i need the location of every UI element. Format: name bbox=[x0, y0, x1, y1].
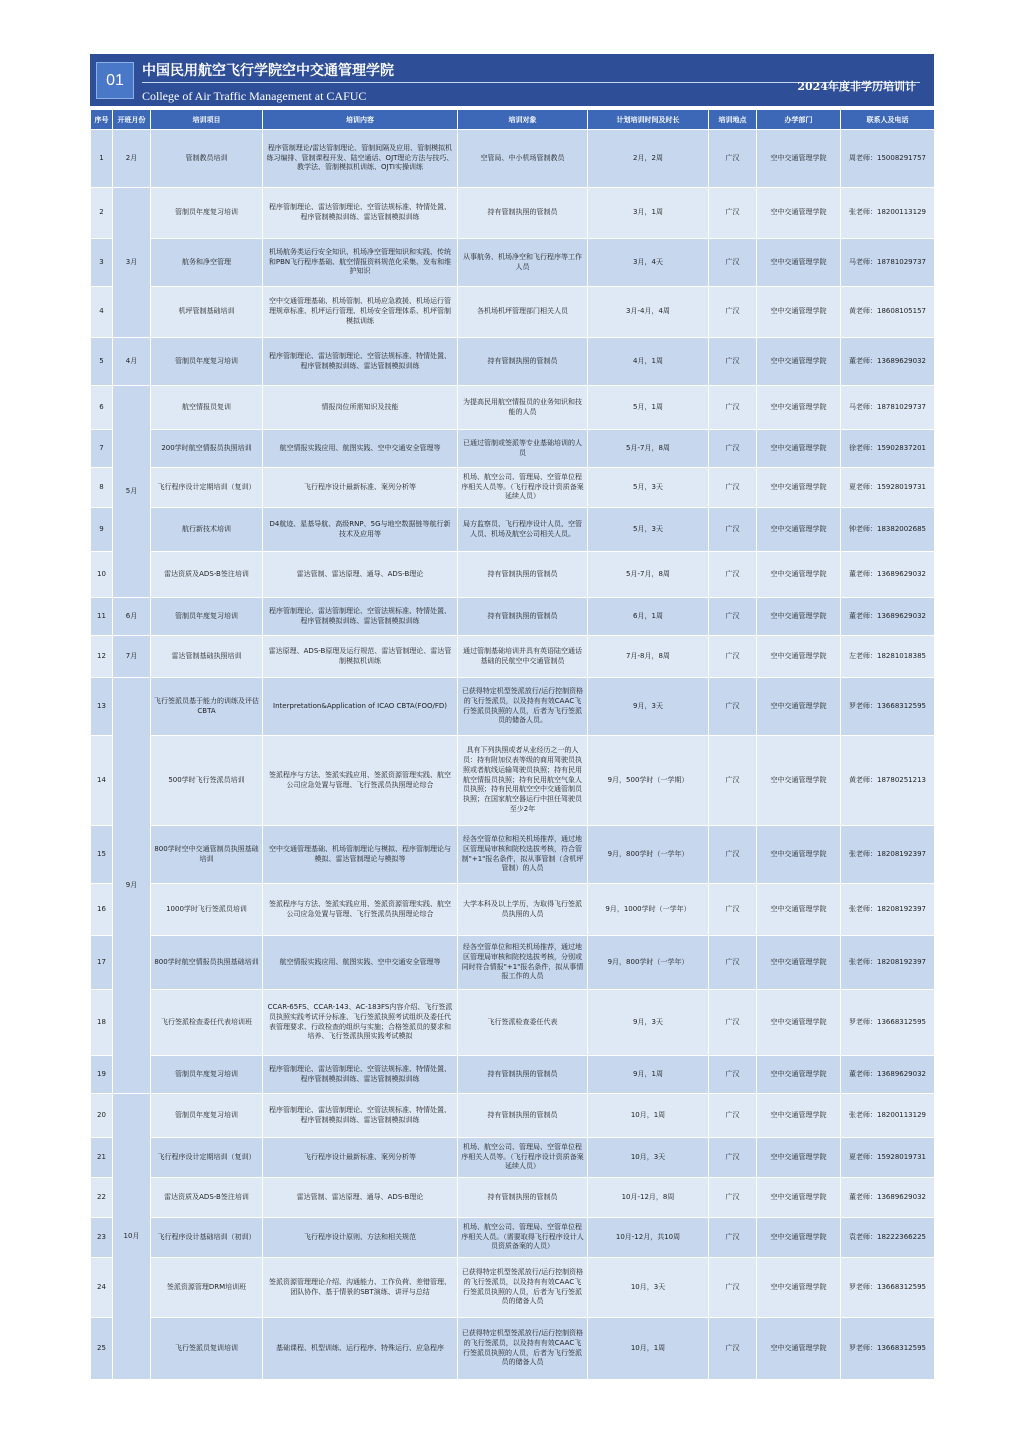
cell-content: 航空情报实践应用、航图实践、空中交通安全管理等 bbox=[263, 936, 458, 990]
cell-project: 500学时飞行签派员培训 bbox=[151, 736, 263, 826]
cell-place: 广汉 bbox=[709, 287, 757, 338]
cell-dept: 空中交通管理学院 bbox=[757, 598, 841, 636]
cell-content: 飞行程序设计最新标准、案列分析等 bbox=[263, 468, 458, 508]
cell-dept: 空中交通管理学院 bbox=[757, 736, 841, 826]
cell-dept: 空中交通管理学院 bbox=[757, 826, 841, 884]
cell-contact: 董老师：13689629032 bbox=[841, 1056, 935, 1094]
cell-target: 已获得特定机型签派放行/运行控制资格的飞行签派员，以及持有有效CAAC飞行签派员执照的人员，后者为飞行签派员的储备人员 bbox=[458, 1318, 588, 1380]
cell-dept: 空中交通管理学院 bbox=[757, 678, 841, 736]
cell-contact: 袁老师：18222366225 bbox=[841, 1218, 935, 1258]
cell-time: 4月，1周 bbox=[588, 338, 709, 386]
cell-no: 9 bbox=[91, 508, 113, 552]
month-cell: 7月 bbox=[113, 636, 151, 678]
cell-project: 飞行签派员复训培训 bbox=[151, 1318, 263, 1380]
cell-place: 广汉 bbox=[709, 678, 757, 736]
cell-dept: 空中交通管理学院 bbox=[757, 287, 841, 338]
cell-place: 广汉 bbox=[709, 1178, 757, 1218]
cell-place: 广汉 bbox=[709, 508, 757, 552]
cell-project: 飞行程序设计基础培训（初训） bbox=[151, 1218, 263, 1258]
cell-project: 航空情报员复训 bbox=[151, 386, 263, 430]
cell-place: 广汉 bbox=[709, 239, 757, 287]
cell-dept: 空中交通管理学院 bbox=[757, 636, 841, 678]
cell-contact: 左老师：18281018385 bbox=[841, 636, 935, 678]
cell-contact: 张老师：18208192397 bbox=[841, 884, 935, 936]
cell-dept: 空中交通管理学院 bbox=[757, 552, 841, 598]
cell-project: 管制员年度复习培训 bbox=[151, 188, 263, 239]
cell-target: 为提高民用航空情报员的业务知识和技能的人员 bbox=[458, 386, 588, 430]
cell-time: 9月，500学时（一学期） bbox=[588, 736, 709, 826]
cell-target: 已获得特定机型签派放行/运行控制资格的飞行签派员，以及持有有效CAAC飞行签派员执照的人员，后者为飞行签派员的储备人员。 bbox=[458, 678, 588, 736]
cell-target: 持有管制执照的管制员 bbox=[458, 1094, 588, 1138]
table-row bbox=[91, 508, 935, 552]
col-header-content: 培训内容 bbox=[263, 110, 458, 130]
cell-target: 通过管制基础培训并具有英语陆空通话基础的民航空中交通管制员 bbox=[458, 636, 588, 678]
table-row bbox=[91, 826, 935, 884]
col-header-contact: 联系人及电话 bbox=[841, 110, 935, 130]
cell-time: 9月，3天 bbox=[588, 678, 709, 736]
cell-content: Interpretation&Application of ICAO CBTA(FOO/FD) bbox=[263, 678, 458, 736]
month-cell: 5月 bbox=[113, 386, 151, 598]
cell-no: 24 bbox=[91, 1258, 113, 1318]
cell-content: D4航迹、星基导航、高级RNP、5G与地空数据链等航行新技术及应用等 bbox=[263, 508, 458, 552]
cell-content: 空中交通管理基础、机场管制理论与模拟、程序管制理论与模拟、雷达管制理论与模拟等 bbox=[263, 826, 458, 884]
cell-contact: 马老师：18781029737 bbox=[841, 239, 935, 287]
cell-dept: 空中交通管理学院 bbox=[757, 884, 841, 936]
cell-target: 空管局、中小机场管制教员 bbox=[458, 130, 588, 188]
cell-target: 经各空管单位和相关机场推荐，通过地区管理局审核和院校选拔考核，符合管制"+1"报名条件，拟从事管制（含机坪管制）的人员 bbox=[458, 826, 588, 884]
cell-content: 雷达原理、ADS-B原理及运行规范、雷达管制理论、雷达管制模拟机训练 bbox=[263, 636, 458, 678]
table-row bbox=[91, 188, 935, 239]
cell-time: 5月-7月，8周 bbox=[588, 430, 709, 468]
cell-content: 程序管制理论、雷达管制理论、空管法规标准、特情处置、程序管制模拟训练、雷达管制模拟训练 bbox=[263, 1094, 458, 1138]
cell-no: 8 bbox=[91, 468, 113, 508]
title-english: College of Air Traffic Management at CAFUC bbox=[142, 89, 367, 103]
month-cell: 3月 bbox=[113, 188, 151, 338]
table-row bbox=[91, 1178, 935, 1218]
cell-place: 广汉 bbox=[709, 130, 757, 188]
col-header-dept: 办学部门 bbox=[757, 110, 841, 130]
cell-no: 7 bbox=[91, 430, 113, 468]
cell-no: 16 bbox=[91, 884, 113, 936]
cell-no: 6 bbox=[91, 386, 113, 430]
table-row bbox=[91, 736, 935, 826]
cell-place: 广汉 bbox=[709, 826, 757, 884]
cell-project: 管制员年度复习培训 bbox=[151, 598, 263, 636]
title-chinese: 中国民用航空飞行学院空中交通管理学院 bbox=[142, 63, 394, 79]
cell-no: 21 bbox=[91, 1138, 113, 1178]
table-row bbox=[91, 386, 935, 430]
cell-target: 持有管制执照的管制员 bbox=[458, 598, 588, 636]
cell-target: 机场、航空公司、管理局、空管单位程序相关人员。（需要取得飞行程序设计人员资质备案的人员） bbox=[458, 1218, 588, 1258]
cell-time: 2月，2周 bbox=[588, 130, 709, 188]
cell-time: 5月，1周 bbox=[588, 386, 709, 430]
cell-target: 已获得特定机型签派放行/运行控制资格的飞行签派员，以及持有有效CAAC飞行签派员执照的人员，后者为飞行签派员的储备人员 bbox=[458, 1258, 588, 1318]
cell-no: 3 bbox=[91, 239, 113, 287]
cell-contact: 马老师：18781029737 bbox=[841, 386, 935, 430]
cell-time: 10月，1周 bbox=[588, 1094, 709, 1138]
cell-content: 程序管制理论、雷达管制理论、空管法规标准、特情处置、程序管制模拟训练、雷达管制模拟训练 bbox=[263, 598, 458, 636]
cell-time: 9月，800学时（一学年） bbox=[588, 936, 709, 990]
cell-no: 5 bbox=[91, 338, 113, 386]
cell-no: 2 bbox=[91, 188, 113, 239]
cell-contact: 董老师：13689629032 bbox=[841, 552, 935, 598]
cell-place: 广汉 bbox=[709, 884, 757, 936]
cell-contact: 张老师：18200113129 bbox=[841, 1094, 935, 1138]
cell-content: 飞行程序设计最新标准、案列分析等 bbox=[263, 1138, 458, 1178]
cell-project: 飞行签派检查委任代表培训班 bbox=[151, 990, 263, 1056]
cell-project: 飞行程序设计定期培训（复训） bbox=[151, 1138, 263, 1178]
cell-place: 广汉 bbox=[709, 188, 757, 239]
cell-project: 雷达管制基础执照培训 bbox=[151, 636, 263, 678]
cell-place: 广汉 bbox=[709, 990, 757, 1056]
cell-content: 飞行程序设计原则、方法和相关规范 bbox=[263, 1218, 458, 1258]
cell-content: 基础课程、机型训练、运行程序、特殊运行、应急程序 bbox=[263, 1318, 458, 1380]
cell-project: 管制教员培训 bbox=[151, 130, 263, 188]
month-cell: 4月 bbox=[113, 338, 151, 386]
cell-project: 管制员年度复习培训 bbox=[151, 338, 263, 386]
cell-dept: 空中交通管理学院 bbox=[757, 990, 841, 1056]
cell-dept: 空中交通管理学院 bbox=[757, 239, 841, 287]
section-number: 01 bbox=[96, 62, 134, 99]
table-row bbox=[91, 1318, 935, 1380]
cell-contact: 董老师：13689629032 bbox=[841, 1178, 935, 1218]
cell-project: 飞行程序设计定期培训（复训） bbox=[151, 468, 263, 508]
cell-dept: 空中交通管理学院 bbox=[757, 1218, 841, 1258]
cell-project: 1000学时飞行签派员培训 bbox=[151, 884, 263, 936]
cell-contact: 董老师：13689629032 bbox=[841, 598, 935, 636]
cell-time: 9月，1周 bbox=[588, 1056, 709, 1094]
cell-contact: 张老师：18200113129 bbox=[841, 188, 935, 239]
col-header-project: 培训项目 bbox=[151, 110, 263, 130]
cell-dept: 空中交通管理学院 bbox=[757, 338, 841, 386]
cell-time: 6月，1周 bbox=[588, 598, 709, 636]
cell-content: 程序管制理论、雷达管制理论、空管法规标准、特情处置、程序管制模拟训练、雷达管制模拟训练 bbox=[263, 188, 458, 239]
cell-content: 程序管制理论、雷达管制理论、空管法规标准、特情处置、程序管制模拟训练、雷达管制模拟训练 bbox=[263, 338, 458, 386]
cell-place: 广汉 bbox=[709, 338, 757, 386]
cell-contact: 徐老师：15902837201 bbox=[841, 430, 935, 468]
cell-dept: 空中交通管理学院 bbox=[757, 130, 841, 188]
cell-content: 签派程序与方法、签派实践应用、签派资源管理实践、航空公司应急处置与管理、飞行签派员执照理论综合 bbox=[263, 736, 458, 826]
table-row bbox=[91, 1056, 935, 1094]
cell-dept: 空中交通管理学院 bbox=[757, 1094, 841, 1138]
month-cell: 9月 bbox=[113, 678, 151, 1094]
cell-time: 10月，3天 bbox=[588, 1138, 709, 1178]
cell-no: 15 bbox=[91, 826, 113, 884]
table-row bbox=[91, 130, 935, 188]
cell-time: 9月，800学时（一学年） bbox=[588, 826, 709, 884]
cell-project: 管制员年度复习培训 bbox=[151, 1094, 263, 1138]
cell-place: 广汉 bbox=[709, 468, 757, 508]
cell-time: 5月-7月，8周 bbox=[588, 552, 709, 598]
cell-time: 5月，3天 bbox=[588, 508, 709, 552]
cell-place: 广汉 bbox=[709, 386, 757, 430]
cell-place: 广汉 bbox=[709, 636, 757, 678]
cell-project: 800学时航空情报员执照基础培训 bbox=[151, 936, 263, 990]
cell-contact: 夏老师：15928019731 bbox=[841, 468, 935, 508]
cell-time: 10月，1周 bbox=[588, 1318, 709, 1380]
cell-contact: 黄老师：18780251213 bbox=[841, 736, 935, 826]
table-row bbox=[91, 430, 935, 468]
cell-contact: 钟老师：18382002685 bbox=[841, 508, 935, 552]
table-row bbox=[91, 636, 935, 678]
table-row bbox=[91, 1258, 935, 1318]
cell-project: 800学时空中交通管制员执照基础培训 bbox=[151, 826, 263, 884]
cell-time: 10月-12月，8周 bbox=[588, 1178, 709, 1218]
cell-target: 持有管制执照的管制员 bbox=[458, 188, 588, 239]
month-cell: 6月 bbox=[113, 598, 151, 636]
table-row bbox=[91, 468, 935, 508]
table-row bbox=[91, 1218, 935, 1258]
cell-dept: 空中交通管理学院 bbox=[757, 1056, 841, 1094]
cell-no: 17 bbox=[91, 936, 113, 990]
table-row bbox=[91, 678, 935, 736]
cell-place: 广汉 bbox=[709, 598, 757, 636]
cell-no: 25 bbox=[91, 1318, 113, 1380]
month-cell: 10月 bbox=[113, 1094, 151, 1380]
col-header-month: 开班月份 bbox=[113, 110, 151, 130]
cell-time: 7月-8月，8周 bbox=[588, 636, 709, 678]
cell-dept: 空中交通管理学院 bbox=[757, 468, 841, 508]
cell-place: 广汉 bbox=[709, 430, 757, 468]
table-row bbox=[91, 884, 935, 936]
col-header-no: 序号 bbox=[91, 110, 113, 130]
cell-dept: 空中交通管理学院 bbox=[757, 508, 841, 552]
cell-place: 广汉 bbox=[709, 1318, 757, 1380]
cell-content: 签派程序与方法、签派实践应用、签派资源管理实践、航空公司应急处置与管理、飞行签派员执照理论综合 bbox=[263, 884, 458, 936]
table-row bbox=[91, 287, 935, 338]
cell-target: 持有管制执照的管制员 bbox=[458, 338, 588, 386]
cell-project: 200学时航空情报员执照培训 bbox=[151, 430, 263, 468]
cell-target: 大学本科及以上学历，为取得飞行签派员执照的人员 bbox=[458, 884, 588, 936]
col-header-time: 计划培训时间及时长 bbox=[588, 110, 709, 130]
table-row bbox=[91, 1138, 935, 1178]
cell-content: CCAR-65FS、CCAR-143、AC-183FS内容介绍、飞行签派员执照实践考试评分标准、飞行签派执照考试组织及委任代表管理要求、行政检查的组织与实施；合格签派员的要求和培养、飞行签派执照实践考试模拟 bbox=[263, 990, 458, 1056]
cell-content: 情报岗位所需知识及技能 bbox=[263, 386, 458, 430]
cell-place: 广汉 bbox=[709, 552, 757, 598]
cell-contact: 张老师：18208192397 bbox=[841, 826, 935, 884]
cell-contact: 周老师：15008291757 bbox=[841, 130, 935, 188]
cell-time: 3月-4月，4周 bbox=[588, 287, 709, 338]
cell-target: 从事航务、机场净空和飞行程序等工作人员 bbox=[458, 239, 588, 287]
cell-no: 19 bbox=[91, 1056, 113, 1094]
table-row bbox=[91, 239, 935, 287]
cell-project: 航行新技术培训 bbox=[151, 508, 263, 552]
cell-project: 雷达资质及ADS-B签注培训 bbox=[151, 552, 263, 598]
cell-dept: 空中交通管理学院 bbox=[757, 1258, 841, 1318]
cell-no: 22 bbox=[91, 1178, 113, 1218]
cell-dept: 空中交通管理学院 bbox=[757, 1138, 841, 1178]
cell-project: 雷达资质及ADS-B签注培训 bbox=[151, 1178, 263, 1218]
cell-time: 10月，3天 bbox=[588, 1258, 709, 1318]
cell-place: 广汉 bbox=[709, 1094, 757, 1138]
table-row bbox=[91, 338, 935, 386]
cell-contact: 罗老师：13668312595 bbox=[841, 1318, 935, 1380]
cell-target: 局方监察员、飞行程序设计人员、空管人员、机场及航空公司相关人员。 bbox=[458, 508, 588, 552]
cell-project: 飞行签派员基于能力的训练及评估CBTA bbox=[151, 678, 263, 736]
cell-place: 广汉 bbox=[709, 1218, 757, 1258]
header-banner bbox=[90, 54, 934, 106]
cell-target: 各机场机坪管理部门相关人员 bbox=[458, 287, 588, 338]
cell-dept: 空中交通管理学院 bbox=[757, 936, 841, 990]
cell-no: 13 bbox=[91, 678, 113, 736]
cell-target: 经各空管单位和相关机场推荐，通过地区管理局审核和院校选拔考核，分别或同时符合情报"+1"报名条件，拟从事情报工作的人员 bbox=[458, 936, 588, 990]
cell-content: 签派资源管理理论介绍、沟通能力、工作负荷、差错管理、团队协作、基于情景的SBT演练、讲评与总结 bbox=[263, 1258, 458, 1318]
cell-content: 雷达管制、雷达原理、通导、ADS-B理论 bbox=[263, 1178, 458, 1218]
cell-place: 广汉 bbox=[709, 1056, 757, 1094]
cell-no: 14 bbox=[91, 736, 113, 826]
cell-target: 具有下列执照或者从业经历之一的人员：持有附加仪表等级的商用驾驶员执照或者航线运输驾驶员执照；持有民用航空情报员执照；持有民用航空气象人员执照；持有民用航空空中交通管制员执照；在国家航空器运行中担任驾驶员至少2年 bbox=[458, 736, 588, 826]
cell-dept: 空中交通管理学院 bbox=[757, 430, 841, 468]
cell-time: 9月，1000学时（一学年） bbox=[588, 884, 709, 936]
table-row bbox=[91, 990, 935, 1056]
cell-dept: 空中交通管理学院 bbox=[757, 1318, 841, 1380]
cell-target: 机场、航空公司、管理局、空管单位程序相关人员等。（飞行程序设计资质备案延续人员） bbox=[458, 468, 588, 508]
table-row bbox=[91, 1094, 935, 1138]
cell-time: 9月，3天 bbox=[588, 990, 709, 1056]
table-row bbox=[91, 598, 935, 636]
cell-project: 签派资源管理DRM培训班 bbox=[151, 1258, 263, 1318]
cell-content: 空中交通管理基础、机场管制、机场应急救援、机场运行管理规章标准、机坪运行管理、机场安全管理体系、机坪管制模拟训练 bbox=[263, 287, 458, 338]
cell-no: 10 bbox=[91, 552, 113, 598]
training-table bbox=[90, 109, 935, 1380]
cell-target: 飞行签派检查委任代表 bbox=[458, 990, 588, 1056]
cell-target: 持有管制执照的管制员 bbox=[458, 1178, 588, 1218]
table-header-row bbox=[91, 110, 935, 130]
cell-place: 广汉 bbox=[709, 736, 757, 826]
cell-dept: 空中交通管理学院 bbox=[757, 1178, 841, 1218]
col-header-target: 培训对象 bbox=[458, 110, 588, 130]
cell-no: 4 bbox=[91, 287, 113, 338]
month-cell: 2月 bbox=[113, 130, 151, 188]
cell-project: 机坪管制基础培训 bbox=[151, 287, 263, 338]
cell-project: 航务和净空管理 bbox=[151, 239, 263, 287]
cell-time: 5月，3天 bbox=[588, 468, 709, 508]
cell-content: 航空情报实践应用、航图实践、空中交通安全管理等 bbox=[263, 430, 458, 468]
cell-content: 程序管制理论、雷达管制理论、空管法规标准、特情处置、程序管制模拟训练、雷达管制模拟训练 bbox=[263, 1056, 458, 1094]
cell-contact: 黄老师：18608105157 bbox=[841, 287, 935, 338]
cell-place: 广汉 bbox=[709, 936, 757, 990]
cell-content: 机场航务类运行安全知识、机场净空管理知识和实践、传统和PBN飞行程序基础、航空情报资料规范化采集、发布和维护知识 bbox=[263, 239, 458, 287]
col-header-place: 培训地点 bbox=[709, 110, 757, 130]
cell-contact: 张老师：18208192397 bbox=[841, 936, 935, 990]
cell-no: 11 bbox=[91, 598, 113, 636]
cell-project: 管制员年度复习培训 bbox=[151, 1056, 263, 1094]
table-row bbox=[91, 936, 935, 990]
table-row bbox=[91, 552, 935, 598]
cell-time: 10月-12月，共10周 bbox=[588, 1218, 709, 1258]
cell-target: 已通过管制或签派等专业基础培训的人员 bbox=[458, 430, 588, 468]
cell-dept: 空中交通管理学院 bbox=[757, 188, 841, 239]
cell-dept: 空中交通管理学院 bbox=[757, 386, 841, 430]
plan-title: 2024年度非学历培训计 bbox=[797, 80, 916, 93]
cell-no: 12 bbox=[91, 636, 113, 678]
cell-contact: 夏老师：15928019731 bbox=[841, 1138, 935, 1178]
cell-no: 18 bbox=[91, 990, 113, 1056]
cell-place: 广汉 bbox=[709, 1258, 757, 1318]
cell-content: 程序管制理论/雷达管制理论、管制间隔及应用、管制模拟机练习编排、管制课程开发、陆空通话、OJT理论方法与技巧、教学法、管制模拟机训练、OJTI实操训练 bbox=[263, 130, 458, 188]
cell-no: 1 bbox=[91, 130, 113, 188]
cell-contact: 罗老师：13668312595 bbox=[841, 678, 935, 736]
cell-target: 机场、航空公司、管理局、空管单位程序相关人员等。（飞行程序设计资质备案延续人员） bbox=[458, 1138, 588, 1178]
cell-target: 持有管制执照的管制员 bbox=[458, 552, 588, 598]
cell-place: 广汉 bbox=[709, 1138, 757, 1178]
cell-no: 23 bbox=[91, 1218, 113, 1258]
cell-content: 雷达管制、雷达原理、通导、ADS-B理论 bbox=[263, 552, 458, 598]
cell-no: 20 bbox=[91, 1094, 113, 1138]
cell-time: 3月，4天 bbox=[588, 239, 709, 287]
cell-contact: 董老师：13689629032 bbox=[841, 338, 935, 386]
cell-contact: 罗老师：13668312595 bbox=[841, 1258, 935, 1318]
cell-target: 持有管制执照的管制员 bbox=[458, 1056, 588, 1094]
cell-contact: 罗老师：13668312595 bbox=[841, 990, 935, 1056]
cell-time: 3月，1周 bbox=[588, 188, 709, 239]
